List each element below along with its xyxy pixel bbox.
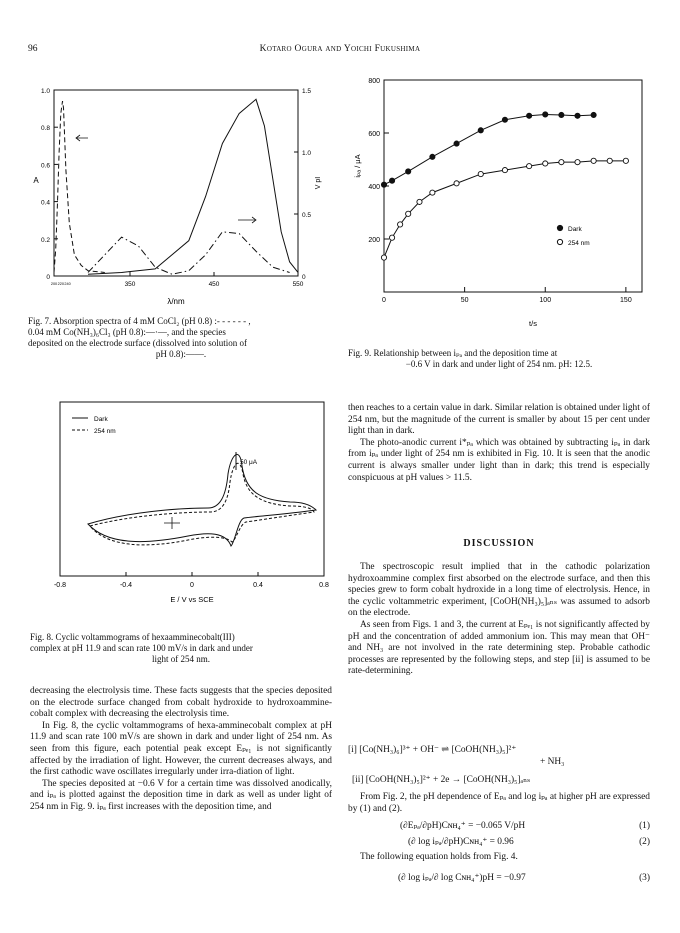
data-point	[559, 160, 564, 165]
x-tick-label: 0.8	[319, 582, 329, 589]
series-line-dashed	[54, 101, 105, 272]
discussion-text	[348, 562, 650, 678]
data-point	[607, 158, 612, 163]
equation-number: (1)	[639, 821, 650, 831]
y-axis-label: iₚₐ / μA	[353, 154, 362, 178]
page-number: 96	[28, 44, 38, 54]
y-tick-label: 800	[368, 78, 380, 85]
cv-curve-254nm	[90, 463, 314, 545]
x-tick-label: 0	[190, 582, 194, 589]
y-tick-label: 600	[368, 131, 380, 138]
data-point	[575, 160, 580, 165]
paragraph: decreasing the electrolysis time. These facts suggests that the species deposited on the electrode surface changed from cobalt hydroxide to hydroxoammine-cobalt complex with decreasing the electrolysis time.	[30, 686, 332, 720]
legend-label: 254 nm	[568, 240, 590, 247]
series-line	[384, 114, 594, 184]
caption-line: Fig. 9. Relationship between iₚₐ and the deposition time at	[348, 348, 558, 358]
x-tick-label-small: 220	[57, 282, 64, 286]
y-tick-label: 0.2	[40, 236, 50, 244]
legend-label: Dark	[568, 226, 582, 233]
data-point	[502, 117, 507, 122]
caption-line: Fig. 8. Cyclic voltammograms of hexaamminecobalt(III)	[30, 632, 235, 642]
y-tick-label: 0.6	[40, 162, 50, 170]
caption-line: deposited on the electrode surface (dissolved into solution of	[28, 338, 247, 348]
data-point	[430, 190, 435, 195]
reaction-1-line: [i] [Co(NH₃)₆]³⁺ + OH⁻ ⇌ [CoOH(NH₃)₅]²⁺	[348, 745, 517, 755]
data-point	[389, 235, 394, 240]
caption-line: pH 0.8):——.	[155, 349, 207, 359]
paragraph: The following equation holds from Fig. 4.	[360, 852, 518, 862]
page-header	[0, 44, 680, 60]
y-tick-label: 0.4	[40, 199, 50, 207]
x-axis-label: E / V vs SCE	[170, 595, 214, 604]
data-point	[454, 181, 459, 186]
y-tick-label: 0	[46, 274, 50, 281]
data-point	[575, 113, 580, 118]
paragraph: The spectroscopic result implied that in the cathodic polarization hydroxoammine complex first absorbed on the electrode surface, and then this species grew to form cobalt hydroxide in a long time of electrolysis. Hence, in the cyclic voltammetric experiment, [CoOH(NH₃)₅]ₐₙₛ was assumed to adsorb on the electrode.	[348, 562, 650, 619]
y-tick-label: 1.0	[40, 88, 50, 95]
figure-8-caption	[30, 632, 332, 665]
figure-7-absorption-spectra	[28, 78, 334, 308]
paragraph: The photo-anodic current i*ₚₐ which was obtained by subtracting iₚₐ in dark from iₚₐ under light of 254 nm is exhibited in Fig. 10. It is seen that the anodic current is always smaller under light than in dark; this trend is especially conspicuous at pH values > 11.5.	[348, 437, 650, 483]
x-tick-label: 50	[460, 297, 469, 304]
y-right-tick-label: 0	[302, 274, 306, 281]
data-point	[591, 158, 596, 163]
equation-2	[348, 836, 650, 848]
paragraph: then reaches to a certain value in dark. Similar relation is obtained under light of 254 nm, but the magnitude of the current is smaller by about 15 per cent under light than in dark.	[348, 403, 650, 437]
data-point	[417, 199, 422, 204]
y-axis-label: A	[33, 176, 39, 185]
figure-7-caption	[28, 316, 334, 360]
caption-line: 0.04 mM Co(NH₃)₆Cl₃ (pH 0.8):—·—, and the species	[28, 327, 226, 337]
x-axis-label: λ/nm	[167, 297, 185, 306]
legend-marker-dark	[557, 225, 562, 230]
equation-number: (2)	[639, 837, 650, 847]
y-right-axis-label: V pI	[315, 176, 322, 190]
data-point	[430, 154, 435, 159]
paragraph: From Fig. 2, the pH dependence of Eₚₐ and log iₚₐ at higher pH are expressed by (1) and (2).	[348, 792, 650, 814]
x-tick-label-small: 240	[64, 282, 71, 286]
x-tick-label: -0.4	[119, 582, 133, 589]
arrow-left-axis	[76, 135, 88, 141]
equation-text: (∂Eₚₐ/∂pH)Cɴʜ₄⁺ = −0.065 V/pH	[400, 821, 526, 831]
y-right-tick-label: 1.0	[302, 150, 312, 157]
equation-text: (∂ log iₚₐ/∂ log Cɴʜ₄⁺)pH = −0.97	[398, 873, 526, 883]
reaction-1	[348, 744, 650, 768]
data-point	[502, 168, 507, 173]
data-point	[527, 164, 532, 169]
paragraph-after-reactions	[348, 792, 650, 815]
y-tick-label: 400	[368, 184, 380, 191]
data-point	[398, 222, 403, 227]
x-tick-label: 100	[539, 297, 552, 304]
x-tick-label: 350	[124, 281, 136, 288]
right-column-text	[348, 403, 650, 484]
y-tick-label: 200	[368, 237, 380, 244]
reaction-1-product: + NH₃	[540, 757, 565, 767]
reaction-2: [ii] [CoOH(NH₃)₅]²⁺ + 2e → [CoOH(NH₃)₅]ₐₙₛ	[352, 775, 531, 785]
data-point	[559, 112, 564, 117]
legend-label: 254 nm	[94, 428, 116, 435]
left-column-text	[30, 686, 332, 814]
plot-frame	[384, 80, 642, 292]
data-point	[527, 113, 532, 118]
paragraph: The species deposited at −0.6 V for a certain time was dissolved anodically, and iₚₐ is plotted against the deposition time in dark as well as under light of 254 nm in Fig. 9. iₚₐ first increases with the deposition time, and	[30, 778, 332, 812]
equation-1	[348, 820, 650, 832]
figure-9-caption	[348, 348, 650, 370]
legend-marker-light	[557, 239, 562, 244]
caption-line: complex at pH 11.9 and scan rate 100 mV/s in dark and under	[30, 643, 253, 653]
data-point	[591, 112, 596, 117]
running-title: Kotaro Ogura and Yoichi Fukushima	[259, 44, 421, 54]
y-right-tick-label: 0.5	[302, 212, 312, 219]
data-point	[543, 161, 548, 166]
x-tick-label: 0	[382, 297, 386, 304]
x-axis-label: t/s	[529, 319, 537, 328]
caption-line: −0.6 V in dark and under light of 254 nm. pH: 12.5.	[405, 359, 593, 369]
y-right-tick-label: 1.5	[302, 88, 312, 95]
data-point	[543, 112, 548, 117]
equation-3	[348, 872, 650, 884]
data-point	[406, 211, 411, 216]
data-point	[381, 255, 386, 260]
x-tick-label: 550	[292, 281, 304, 288]
cv-curve-dark	[88, 454, 316, 546]
paragraph: As seen from Figs. 1 and 3, the current at Eₚₑ₁ is not significantly affected by pH and the concentration of added ammonium ion. This may mean that OH⁻ and NH₃ are not involved in the rate determining step. Probable cathodic processes are represented by the following steps, and step [ii] is assumed to be rate-determining.	[348, 619, 650, 677]
x-tick-label: 150	[620, 297, 632, 304]
x-tick-label-small: 200	[50, 282, 58, 286]
series-line-solid	[88, 99, 298, 274]
figure-9-current-vs-time	[346, 70, 652, 332]
caption-line: light of 254 nm.	[152, 654, 210, 664]
legend-label: Dark	[94, 416, 108, 423]
data-point	[478, 128, 483, 133]
equation-text: (∂ log iₚₐ/∂pH)Cɴʜ₄⁺ = 0.96	[408, 837, 514, 847]
data-point	[389, 178, 394, 183]
series-line-dash-dot	[88, 232, 290, 274]
discussion-heading: DISCUSSION	[463, 538, 535, 549]
data-point	[406, 169, 411, 174]
equation-number: (3)	[639, 873, 650, 883]
caption-line: Fig. 7. Absorption spectra of 4 mM CoCl₂ (pH 0.8) :- - - - - - ,	[28, 316, 251, 326]
y-tick-label: 0.8	[40, 125, 50, 133]
data-point	[381, 182, 386, 187]
figure-8-cyclic-voltammograms	[28, 396, 334, 620]
x-tick-label: 450	[208, 281, 220, 288]
arrow-right-axis	[238, 217, 256, 223]
data-point	[623, 158, 628, 163]
x-tick-label: 0.4	[253, 582, 263, 589]
paragraph: In Fig. 8, the cyclic voltammograms of hexa-amminecobalt complex at pH 11.9 and scan rate 100 mV/s are shown in dark and under light of 254 nm. As seen from this figure, each potential peak except Eₚₑ₁ is not significantly affected by the irradiation of light. However, the current decreases always, and the first cathodic wave oscillates irregularly under irra-diation of light.	[30, 720, 332, 778]
x-tick-label: -0.8	[53, 582, 67, 589]
cross-marker	[164, 517, 180, 529]
data-point	[454, 141, 459, 146]
data-point	[478, 171, 483, 176]
paragraph-before-eq3	[348, 852, 650, 864]
scale-label: 50 μA	[240, 459, 258, 466]
